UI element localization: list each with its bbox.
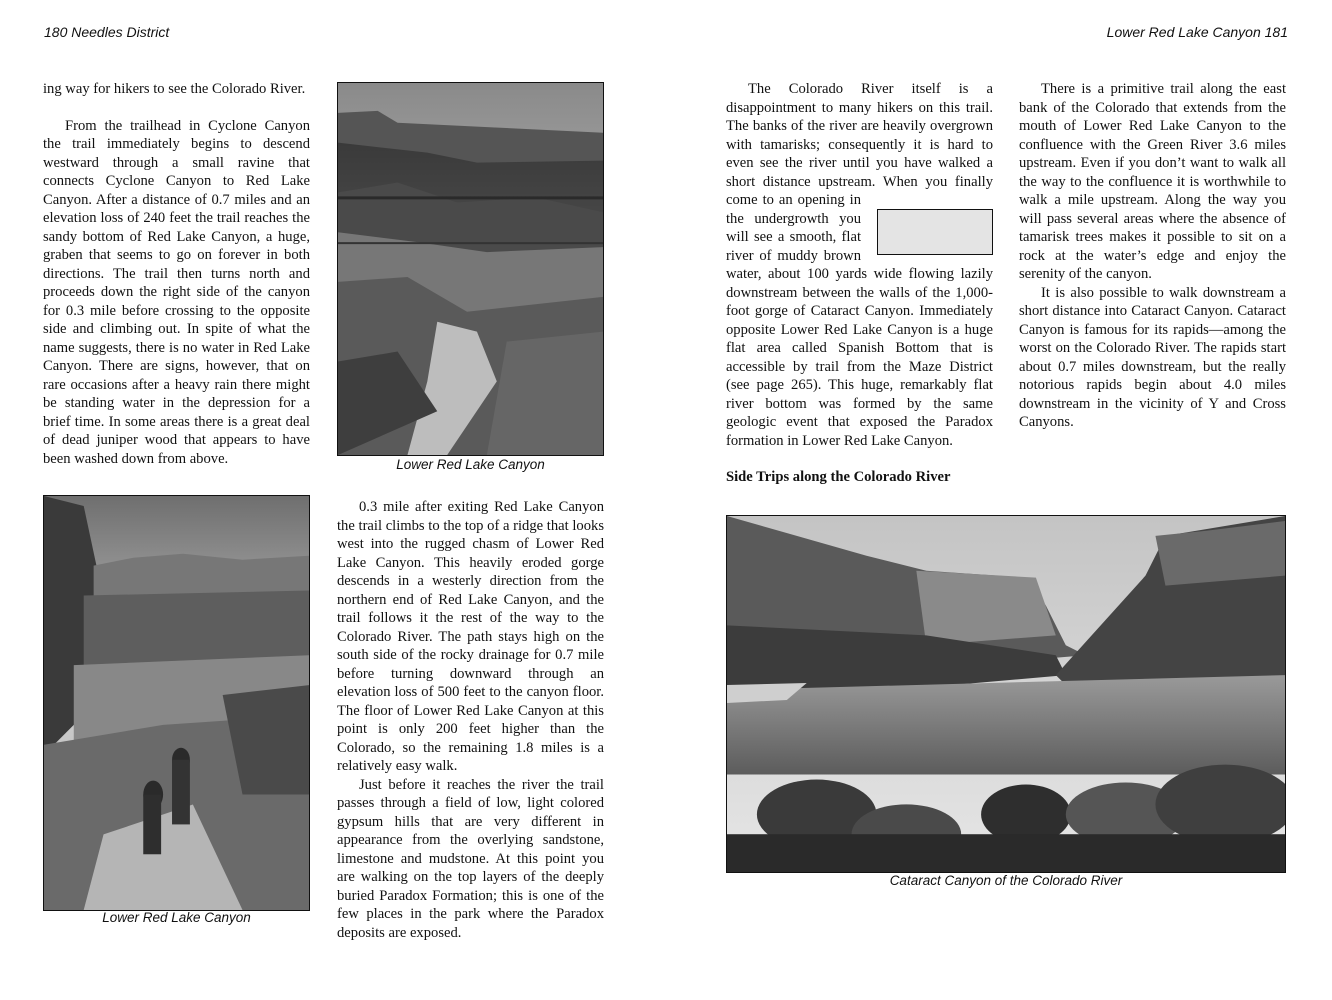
paragraph: From the trailhead in Cyclone Canyon the trail immediately begins to descend westward through a small ravine that connects Cyclone Canyon to Red Lake Canyon. After a distance of 0.7 miles and an elevation loss of 240 feet the trail reaches the sandy bottom of Red Lake Canyon, a huge, graben that seems to go on forever in both directions. The trail then turns north and proceeds down the right side of the canyon for 0.3 mile before crossing to the opposite side and climbing out. In spite of what the name suggests, there is no water in Red Lake Canyon. There are signs, however, that on rare occasions after a heavy rain there might be standing water in the depression for a brief time. In some areas there is a great deal of dead juniper wood that appears to have been washed down from above. — [43, 117, 310, 467]
paragraph: The Colorado River itself is a disappointment to many hikers on this trail. The banks of the river are heavily overgrown with tamarisks; consequently it is hard to even see the river until you have walked a short distance upstream. When you finally come to an opening in the undergrowth you will see a smooth, flat river of muddy brown water, about 100 yards wide flowing lazily downstream between the walls of the 1,000-foot gorge of Cataract Canyon. Immediately opposite Lower Red Lake Canyon is a huge flat area called Spanish Bottom that is accessible by trail from the Maze District (see page 265). This huge, remarkably flat river bottom was formed by the same geologic event that exposed the Paradox formation in Lower Red Lake Canyon. — [726, 81, 993, 449]
photo-caption: Lower Red Lake Canyon — [102, 910, 251, 925]
paragraph: There is a primitive trail along the east bank of the Colorado that extends from the mouth of Lower Red Lake Canyon to the confluence with the Green River 3.6 miles upstream. Even if you don’t want to walk all the way to the confluence it is worthwhile to walk a mile upstream. Along the way you will pass several areas where the absence of tamarisk trees makes it possible to sit on a rock at the water’s edge and enjoy the serenity of the canyon. — [1019, 81, 1286, 282]
section-heading: Side Trips along the Colorado River — [726, 469, 951, 485]
page-header-right: Lower Red Lake Canyon 181 — [1106, 24, 1288, 40]
text-column-3 — [726, 80, 993, 450]
photo-caption: Cataract Canyon of the Colorado River — [889, 873, 1123, 888]
photo-lower-red-lake-canyon-hikers — [43, 495, 310, 911]
text-column-1 — [43, 80, 310, 468]
paragraph: It is also possible to walk downstream a short distance into Cataract Canyon. Cataract Canyon is famous for its rapids—among the worst on the Colorado River. The rapids start about 0.7 miles downstream, but the really notorious rapids begin about 4.0 miles downstream in the vicinity of Y and Cross Canyons. — [1019, 284, 1286, 430]
paragraph: Just before it reaches the river the trail passes through a field of low, light colored gypsum hills that are very different in appearance from the overlying sandstone, limestone and mudstone. At this point you are walking on the top layers of the deeply buried Paradox Formation; this is one of the few places in the park where the Paradox deposits are exposed. — [337, 776, 604, 941]
text-column-2 — [337, 498, 604, 942]
page-header-left: 180 Needles District — [44, 24, 170, 40]
blank-figure-box — [877, 209, 993, 255]
paragraph: ing way for hikers to see the Colorado River. — [43, 81, 306, 97]
photo-cataract-canyon — [726, 515, 1286, 873]
text-column-4 — [1019, 80, 1286, 432]
photo-lower-red-lake-canyon-top — [337, 82, 604, 456]
photo-caption: Lower Red Lake Canyon — [396, 457, 545, 472]
paragraph: 0.3 mile after exiting Red Lake Canyon the trail climbs to the top of a ridge that looks west into the rugged chasm of Lower Red Lake Canyon. This heavily eroded gorge descends in a westerly direction from the northern end of Red Lake Canyon, and the trail follows it the rest of the way to the Colorado River. The path stays high on the south side of the rocky drainage for 0.7 mile before turning downward through an elevation loss of 500 feet to the canyon floor. The floor of Lower Red Lake Canyon at this point is only 200 feet higher than the Colorado, so the remaining 1.8 miles is a relatively easy walk. — [337, 499, 604, 774]
